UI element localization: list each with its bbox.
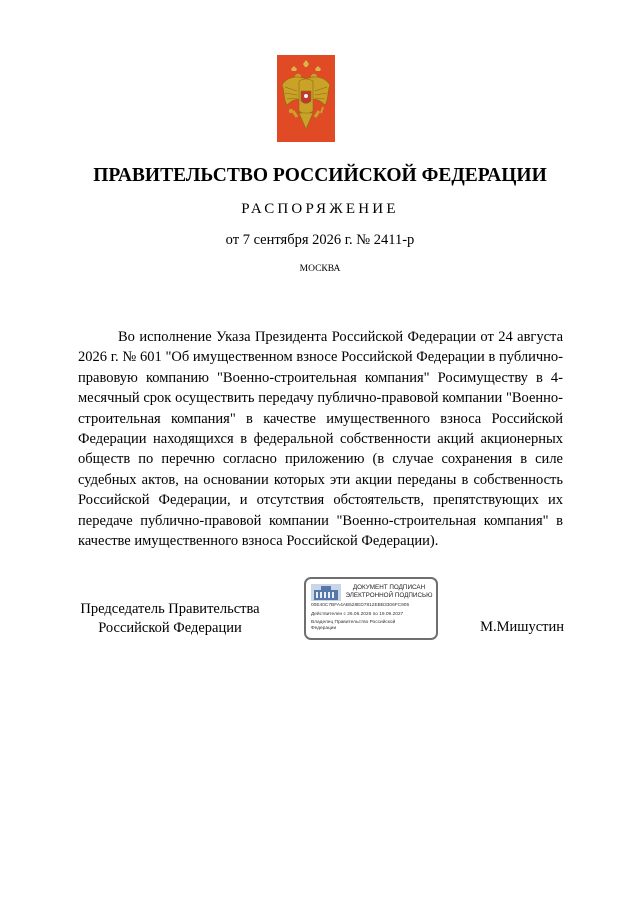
order-body-paragraph: Во исполнение Указа Президента Российской Федерации от 24 августа 2026 г. № 601 "Об имущественном взносе Российской Федерации в публично-правовую компанию "Военно-строительная компания" Росимуществу в 4-месячный срок осуществить передачу публично-правовой компании "Военно-строительная компания" в качестве имущественного взноса Российской Федерации находящихся в федеральной собственности акций акционерных обществ по перечню согласно приложению (в случае сохранения в силе судебных актов, на основании которых эти акции переданы в собственность Российской Федерации, и отсутствия обстоятельств, препятствующих их передаче публично-правовой компании "Военно-строительная компания" в качестве имущественного взноса Российской Федерации). (78, 329, 563, 550)
document-city: МОСКВА (299, 264, 341, 274)
electronic-signature-stamp (304, 577, 438, 640)
stamp-title-line2: ЭЛЕКТРОННОЙ ПОДПИСЬЮ (345, 591, 433, 599)
stamp-owner-line2: Федерации (311, 626, 337, 631)
stamp-owner-line1: Владелец Правительство Российской (311, 620, 396, 625)
signatory-position-line2: Российской Федерации (98, 620, 242, 636)
government-building-icon (311, 584, 341, 601)
signatory-position (70, 600, 270, 638)
stamp-title (343, 584, 435, 599)
signatory-position-line1: Председатель Правительства (80, 601, 260, 617)
stamp-certificate: 00E40C7BFA4AB528ED7812EBB3306FC905 (311, 603, 410, 608)
document-type: РАСПОРЯЖЕНИЕ (241, 201, 399, 217)
document-date-number: от 7 сентября 2026 г. № 2411-р (225, 232, 415, 248)
government-title: ПРАВИТЕЛЬСТВО РОССИЙСКОЙ ФЕДЕРАЦИИ (93, 165, 547, 186)
coat-of-arms-emblem (277, 55, 335, 142)
stamp-title-line1: ДОКУМЕНТ ПОДПИСАН (352, 584, 426, 591)
stamp-validity: Действителен с 26.06.2026 по 19.09.2027 (311, 612, 404, 617)
signatory-name: М.Мишустин (480, 619, 564, 635)
